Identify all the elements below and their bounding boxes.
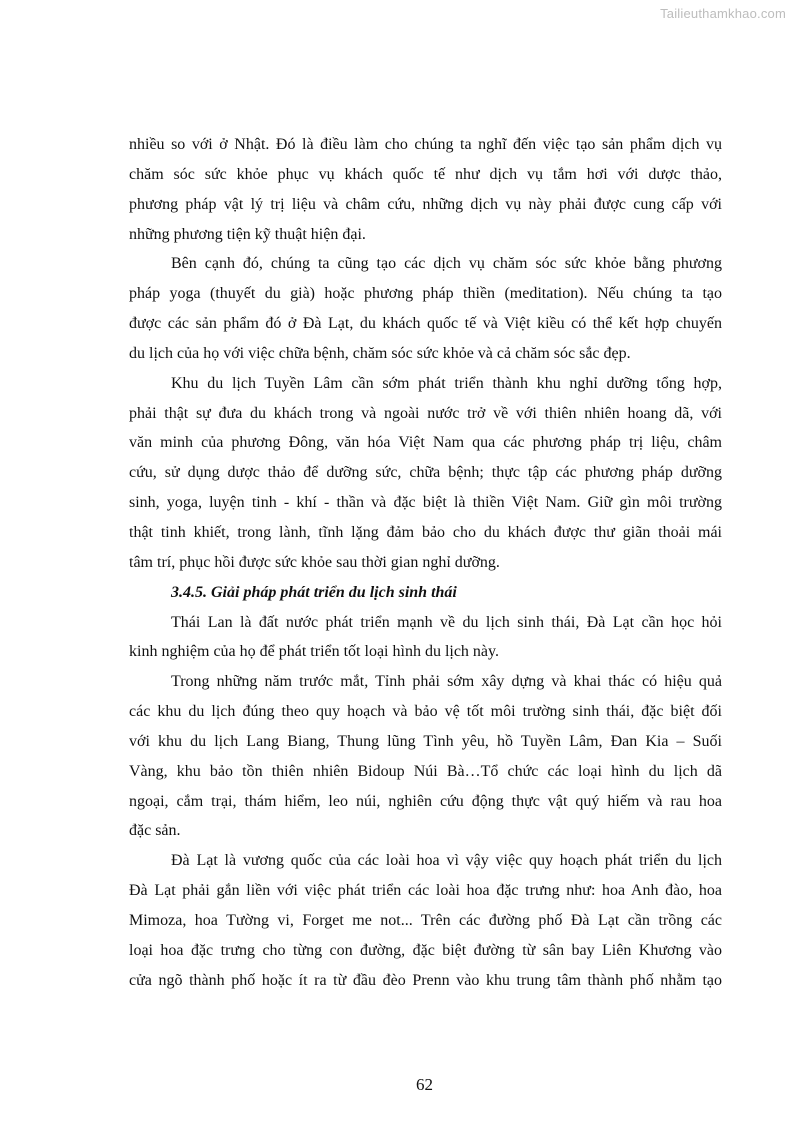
text-line: ngoại, cắm trại, thám hiểm, leo núi, nghiên cứu động thực vật quý hiếm và rau hoa [129, 792, 722, 810]
text-line: pháp yoga (thuyết du già) hoặc phương pháp thiền (meditation). Nếu chúng ta tạo [129, 285, 722, 303]
text-line: Mimoza, hoa Tường vi, Forget me not... Trên các đường phố Đà Lạt cần trồng các [129, 911, 722, 929]
text-line: phải thật sự đưa du khách trong và ngoài nước trở về với thiên nhiên hoang dã, với [129, 404, 722, 422]
page-number: 62 [416, 1075, 433, 1094]
text-line: các khu du lịch đúng theo quy hoạch và bảo vệ tốt môi trường sinh thái, đặc biệt đối [129, 703, 722, 721]
text-line: Vàng, khu bảo tồn thiên nhiên Bidoup Núi Bà…Tổ chức các loại hình du lịch dã [129, 762, 722, 780]
text-line: sinh, yoga, luyện tinh - khí - thần và đặc biệt là thiền Việt Nam. Giữ gìn môi trường [129, 494, 722, 512]
text-line: Thái Lan là đất nước phát triển mạnh về du lịch sinh thái, Đà Lạt cần học hỏi [171, 613, 722, 631]
text-line: những phương tiện kỹ thuật hiện đại. [129, 225, 366, 243]
watermark: Tailieuthamkhao.com [660, 6, 786, 21]
document-body [129, 130, 722, 995]
text-line: đặc sản. [129, 822, 181, 840]
text-line: tâm trí, phục hồi được sức khỏe sau thời gian nghỉ dưỡng. [129, 553, 500, 571]
text-line: kinh nghiệm của họ để phát triển tốt loại hình du lịch này. [129, 643, 499, 661]
text-line: văn minh của phương Đông, văn hóa Việt Nam qua các phương pháp trị liệu, châm [129, 434, 722, 452]
text-line: loại hoa đặc trưng cho từng con đường, đặc biệt đường từ sân bay Liên Khương vào [129, 941, 722, 959]
text-line: Đà Lạt là vương quốc của các loài hoa vì vậy việc quy hoạch phát triển du lịch [171, 852, 722, 870]
text-line: du lịch của họ với việc chữa bệnh, chăm sóc sức khỏe và cả chăm sóc sắc đẹp. [129, 344, 631, 362]
text-line: được các sản phẩm đó ở Đà Lạt, du khách quốc tế và Việt kiều có thể kết hợp chuyến [129, 315, 722, 333]
text-line: nhiều so với ở Nhật. Đó là điều làm cho chúng ta nghĩ đến việc tạo sản phẩm dịch vụ [129, 136, 722, 153]
text-line: Khu du lịch Tuyền Lâm cần sớm phát triển thành khu nghỉ dưỡng tổng hợp, [171, 374, 722, 392]
text-line: Trong những năm trước mắt, Tỉnh phải sớm xây dựng và khai thác có hiệu quả [171, 673, 722, 691]
text-line: thật tinh khiết, trong lành, tĩnh lặng đảm bảo cho du khách được thư giãn thoải mái [129, 523, 722, 541]
text-line: cửa ngõ thành phố hoặc ít ra từ đầu đèo Prenn vào khu trung tâm thành phố nhằm tạo [129, 971, 722, 989]
text-line: Bên cạnh đó, chúng ta cũng tạo các dịch vụ chăm sóc sức khỏe bằng phương [171, 255, 722, 273]
section-heading: 3.4.5. Giải pháp phát triển du lịch sinh thái [171, 583, 457, 601]
text-line: Đà Lạt phải gắn liền với việc phát triển các loài hoa đặc trưng như: hoa Anh đào, hoa [129, 882, 722, 900]
text-line: cứu, sử dụng dược thảo để dưỡng sức, chữa bệnh; thực tập các phương pháp dưỡng [129, 464, 722, 482]
text-line: với khu du lịch Lang Biang, Thung lũng Tình yêu, hồ Tuyền Lâm, Đan Kia – Suối [129, 732, 722, 750]
text-line: phương pháp vật lý trị liệu và châm cứu, những dịch vụ này phải được cung cấp với [129, 195, 722, 213]
text-line: chăm sóc sức khỏe phục vụ khách quốc tế như dịch vụ tắm hơi với dược thảo, [129, 165, 722, 183]
